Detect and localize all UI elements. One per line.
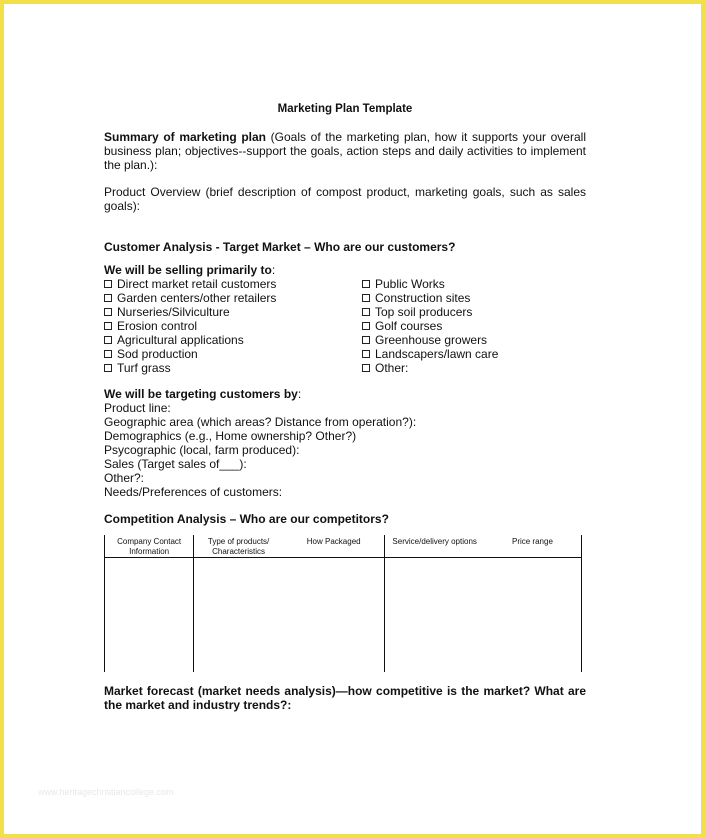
col-price-range: Price range: [484, 535, 582, 558]
option-label: Golf courses: [375, 319, 443, 333]
targeting-item: Product line:: [104, 401, 171, 415]
competition-table: [104, 535, 582, 672]
col-type-of-products: Type of products/ Characteristics: [194, 535, 283, 558]
left-option[interactable]: [104, 291, 276, 305]
targeting-item: Demographics (e.g., Home ownership? Other?): [104, 429, 357, 443]
right-option[interactable]: [362, 347, 498, 361]
checkbox-icon[interactable]: [362, 294, 370, 302]
table-cell[interactable]: [283, 558, 385, 673]
product-overview: Product Overview (brief description of compost product, marketing goals, such as sales goals):: [104, 185, 586, 213]
targeting-label: [104, 387, 301, 401]
checkbox-icon[interactable]: [104, 322, 112, 330]
document-title: Marketing Plan Template: [277, 103, 413, 115]
option-label: Nurseries/Silviculture: [117, 305, 230, 319]
left-option[interactable]: [104, 361, 276, 375]
checkbox-icon[interactable]: [104, 364, 112, 372]
targeting-item: Needs/Preferences of customers:: [104, 485, 283, 499]
right-option[interactable]: [362, 319, 498, 333]
col-company-contact: Company Contact Information: [105, 535, 194, 558]
left-option[interactable]: [104, 277, 276, 291]
option-label: Public Works: [375, 277, 445, 291]
option-label: Greenhouse growers: [375, 333, 488, 347]
selling-label-text: We will be selling primarily to: [104, 263, 272, 277]
targeting-list: [104, 401, 416, 499]
targeting-item: Geographic area (which areas? Distance from operation?):: [104, 415, 417, 429]
targeting-item: Psycographic (local, farm produced):: [104, 443, 300, 457]
summary-paragraph: [104, 130, 586, 172]
option-label: Construction sites: [375, 291, 471, 305]
left-option[interactable]: [104, 305, 276, 319]
table-cell[interactable]: [105, 558, 194, 673]
col-how-packaged: How Packaged: [306, 537, 361, 546]
customer-analysis-heading: Customer Analysis - Target Market – Who are our customers?: [104, 240, 456, 254]
checkbox-icon[interactable]: [104, 336, 112, 344]
right-option[interactable]: [362, 305, 498, 319]
checkbox-icon[interactable]: [104, 350, 112, 358]
summary-text: (Goals of the marketing plan, how it supports your overall business plan; objectives--support the goals, action steps and daily activities to implement the plan.):: [104, 130, 586, 172]
checkbox-icon[interactable]: [362, 322, 370, 330]
left-option-list: [104, 277, 276, 375]
targeting-label-colon: :: [297, 387, 302, 401]
option-label: Erosion control: [117, 319, 198, 333]
left-option[interactable]: [104, 347, 276, 361]
right-option-list: [362, 277, 498, 375]
market-forecast: Market forecast (market needs analysis)—how competitive is the market? What are the market and industry trends?:: [104, 684, 586, 712]
table-cell[interactable]: [484, 558, 582, 673]
checkbox-icon[interactable]: [362, 336, 370, 344]
checkbox-icon[interactable]: [362, 308, 370, 316]
left-option[interactable]: [104, 319, 276, 333]
col-service-delivery: Service/delivery options: [385, 535, 484, 558]
selling-label-colon: :: [271, 263, 276, 277]
option-label: Sod production: [117, 347, 198, 361]
checkbox-icon[interactable]: [104, 308, 112, 316]
option-label: Other:: [375, 361, 409, 375]
left-option[interactable]: [104, 333, 276, 347]
checkbox-icon[interactable]: [362, 364, 370, 372]
targeting-item: Other?:: [104, 471, 145, 485]
right-option[interactable]: [362, 333, 498, 347]
summary-label: Summary of marketing plan: [104, 130, 266, 144]
watermark: www.heritagechristiancollege.com: [38, 787, 174, 797]
table-cell[interactable]: [194, 558, 283, 673]
option-label: Direct market retail customers: [117, 277, 277, 291]
targeting-label-text: We will be targeting customers by: [104, 387, 298, 401]
option-label: Top soil producers: [375, 305, 473, 319]
option-label: Garden centers/other retailers: [117, 291, 277, 305]
checkbox-icon[interactable]: [104, 294, 112, 302]
table-cell[interactable]: [385, 558, 484, 673]
targeting-item: Sales (Target sales of___):: [104, 457, 247, 471]
right-option[interactable]: [362, 277, 498, 291]
selling-label: [104, 263, 275, 277]
checkbox-icon[interactable]: [362, 350, 370, 358]
right-option[interactable]: [362, 291, 498, 305]
option-label: Turf grass: [117, 361, 171, 375]
option-label: Landscapers/lawn care: [375, 347, 499, 361]
competition-heading: Competition Analysis – Who are our competitors?: [104, 512, 389, 526]
right-option[interactable]: [362, 361, 498, 375]
checkbox-icon[interactable]: [362, 280, 370, 288]
checkbox-icon[interactable]: [104, 280, 112, 288]
option-label: Agricultural applications: [117, 333, 244, 347]
